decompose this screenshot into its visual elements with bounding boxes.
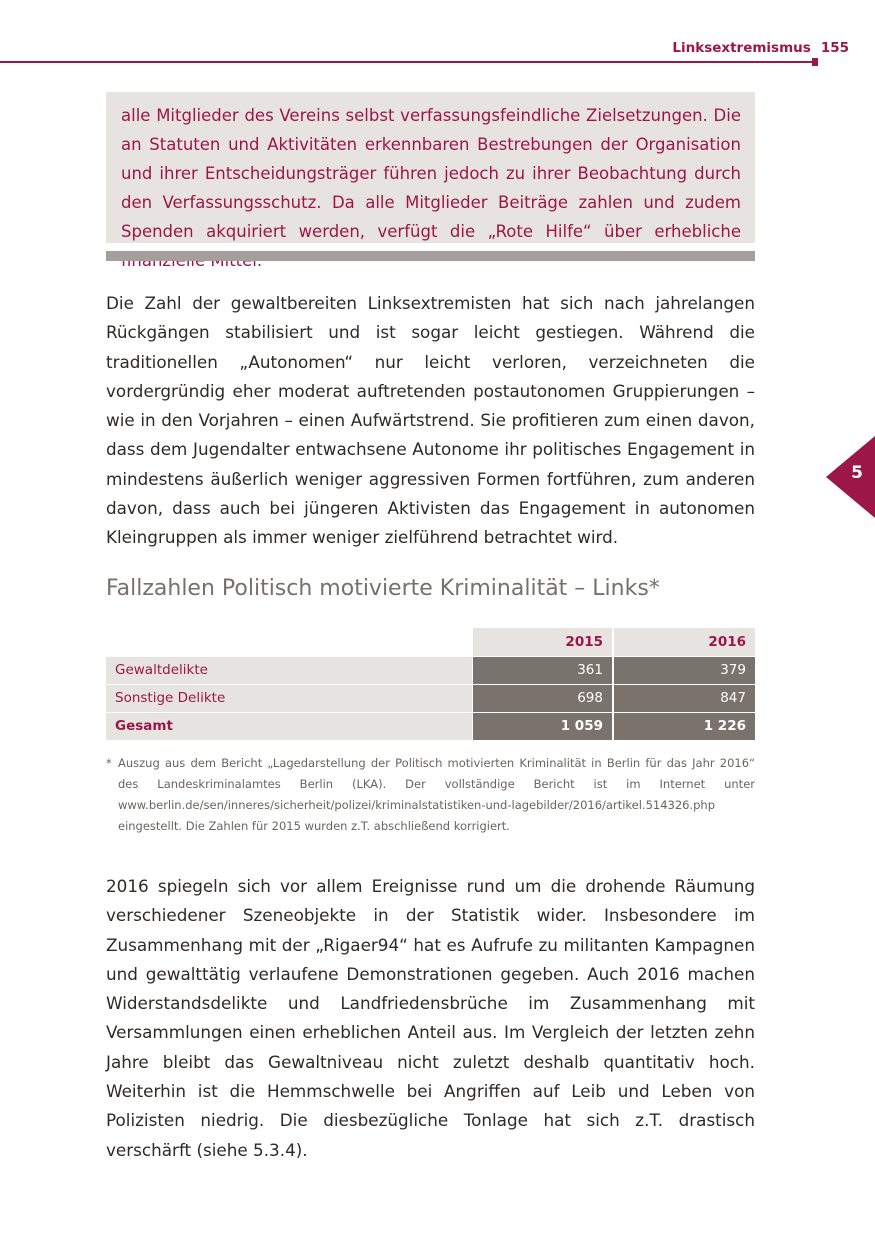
- header-title: Linksextremismus: [672, 40, 811, 56]
- cell-value: 361: [472, 656, 613, 684]
- table-footnote: [106, 753, 755, 837]
- column-header-2016: 2016: [613, 628, 755, 656]
- quote-box-bar: [106, 251, 755, 261]
- row-label: Gewaltdelikte: [106, 656, 472, 684]
- table-header-blank: [106, 628, 472, 656]
- chapter-number: 5: [851, 463, 863, 483]
- cell-value: 698: [472, 684, 613, 712]
- cell-value: 847: [613, 684, 755, 712]
- cell-value: 1 059: [472, 712, 613, 740]
- cell-value: 379: [613, 656, 755, 684]
- chapter-tab[interactable]: [826, 436, 875, 518]
- table-row-total: [106, 712, 755, 740]
- column-header-2015: 2015: [472, 628, 613, 656]
- quote-box-text: alle Mitglieder des Vereins selbst verfassungsfeindliche Zielsetzungen. Die an Statuten und Aktivitäten erkennbaren Bestrebungen der Organisation und ihrer Entscheidungsträger führen jedoch zu ihrer Beobachtung durch den Verfassungsschutz. Da alle Mitglieder Beiträge zahlen und zudem Spenden akquiriert werden, verfügt die „Rote Hilfe“ über erhebliche: [121, 106, 741, 241]
- running-header: [672, 40, 849, 56]
- page-number: 155: [820, 40, 849, 56]
- table-row: [106, 656, 755, 684]
- cell-value: 1 226: [613, 712, 755, 740]
- section-title: Fallzahlen Politisch motivierte Kriminalität – Links*: [106, 576, 660, 601]
- table-row: [106, 684, 755, 712]
- table-header-row: [106, 628, 755, 656]
- body-paragraph-2: 2016 spiegeln sich vor allem Ereignisse rund um die drohende Räumung verschiedener Szeneobjekte in der Statistik wider. Insbesondere im Zusammenhang mit der „Rigaer94“ hat es Aufrufe zu militanten Kampagnen und gewalttätig verlaufene Demonstrationen gegeben. Auch 2016 machen Widerstandsdelikte und Landfriedensbrüche im Zusammenhang mit Versammlungen einen erheblichen Anteil aus. Im Vergleich der letzten zehn Jahre bleibt das Gewaltniveau nicht zuletzt deshalb quantitativ hoch. Weiterhin ist die Hemmschwelle bei Angriffen auf Leib und Leben von Polizisten niedrig. Die diesbezügliche Tonlage hat sich z.T. drastisch verschärft (siehe 5.3.4).: [106, 876, 755, 1160]
- header-rule-mark: [812, 58, 818, 66]
- statistics-table: [106, 628, 755, 740]
- quote-box: [106, 92, 755, 243]
- header-rule: [0, 61, 816, 63]
- row-label: Sonstige Delikte: [106, 684, 472, 712]
- footnote-text: Auszug aus dem Bericht „Lagedarstellung der Politisch motivierten Kriminalität in Berlin für das Jahr 2016“ des Landeskriminalamtes Berlin (LKA). Der vollständige Bericht ist im Internet unter www.berlin.de/sen/inneres/sicherheit/polizei/kriminalstatistiken-und-lagebilder/2016/artikel.514326.php eingestellt. Die Zahlen für 2015 wurden z.T. abschließend korrigiert.: [118, 756, 755, 833]
- footnote-marker: *: [106, 756, 112, 770]
- body-paragraph-1: Die Zahl der gewaltbereiten Linksextremisten hat sich nach jahrelangen Rückgängen stabilisiert und ist sogar leicht gestiegen. Während die traditionellen „Autonomen“ nur leicht verloren, verzeichneten die vordergründig eher moderat auftretenden postautonomen Gruppierungen – wie in den Vorjahren – einen Aufwärtstrend. Sie profitieren zum einen davon, dass dem Jugendalter entwachsene Autonome ihr politisches Engagement in mindestens äußerlich weniger aggressiven Formen fortführen, zum anderen davon, dass auch bei jüngeren Aktivisten das Engagement in autonomen Kleingruppen als immer weniger zielführend betrachtet wird.: [106, 293, 755, 548]
- row-label: Gesamt: [106, 712, 472, 740]
